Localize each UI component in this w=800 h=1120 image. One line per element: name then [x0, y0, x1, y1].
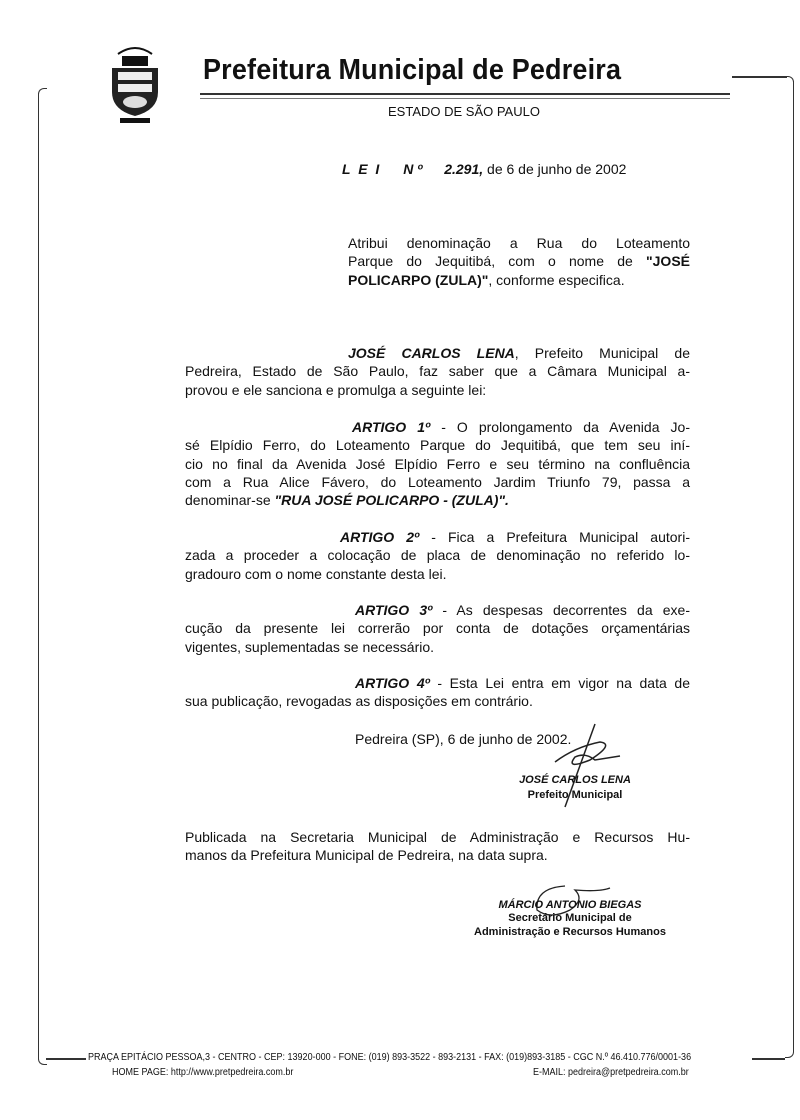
paragraph-4-line [185, 565, 690, 583]
signatory-name: MÁRCIO ANTONIO BIEGAS [498, 899, 642, 911]
paragraph-2-line [185, 362, 690, 380]
text-segment: - Fica a Prefeitura Municipal autori- [419, 529, 690, 545]
paragraph-5-line [185, 619, 690, 637]
signature-role-secretary-2: Administração e Recursos Humanos [474, 926, 666, 938]
text-segment: zada a proceder a colocação de placa de denominação no referido lo- [185, 547, 690, 564]
header-state: ESTADO DE SÃO PAULO [388, 104, 540, 119]
text-segment: "JOSÉ [646, 253, 690, 270]
signatory-name: JOSÉ CARLOS LENA [519, 774, 631, 786]
text-segment: Atribui denominação a Rua do Loteamento [348, 235, 690, 251]
text-segment: ARTIGO 4º [355, 675, 430, 691]
paragraph-3-line [185, 418, 690, 436]
paragraph-7-line [185, 828, 690, 846]
text-segment: manos da Prefeitura Municipal de Pedreira, na data supra. [185, 847, 548, 864]
header-title: Prefeitura Municipal de Pedreira [203, 54, 622, 86]
text-segment: ARTIGO 1º [352, 419, 431, 435]
text-segment: - Esta Lei entra em vigor na data de [429, 675, 690, 691]
title-underline [200, 93, 730, 95]
paragraph-3-line [185, 455, 690, 473]
footer-address: PRAÇA EPITÁCIO PESSOA,3 - CENTRO - CEP: 13920-000 - FONE: (019) 893-3522 - 893-2131 - FAX: (019)893-3185 - CGC N.º 46.410.776/0001-36 [88, 1052, 692, 1063]
text-segment: vigentes, suplementadas se necessário. [185, 638, 435, 655]
text-segment: ARTIGO 2º [340, 529, 420, 545]
law-date: de 6 de junho de 2002 [483, 161, 627, 177]
footer-email[interactable]: E-MAIL: pedreira@pretpedreira.com.br [533, 1067, 689, 1078]
paragraph-3-line [185, 473, 690, 491]
page-frame-right [785, 76, 794, 1058]
text-segment: com a Rua Alice Fávero, do Loteamento Jardim Triunfo 79, passa a [185, 473, 690, 490]
paragraph-3-line [185, 491, 690, 509]
paragraph-6-line [185, 674, 690, 692]
paragraph-1-line [348, 271, 690, 289]
text-segment: ARTIGO 3º [355, 602, 433, 618]
paragraph-1-line [348, 252, 690, 270]
text-segment: "RUA JOSÉ POLICARPO - (ZULA)". [274, 492, 509, 509]
footer-rule-left [46, 1058, 86, 1060]
text-segment: cução da presente lei correrão por conta de dotações orçamentárias [185, 620, 690, 637]
paragraph-7-line [185, 846, 690, 864]
text-segment: JOSÉ CARLOS LENA [348, 345, 515, 361]
text-segment: sua publicação, revogadas as disposições em contrário. [185, 693, 533, 710]
footer-homepage[interactable]: HOME PAGE: http://www.pretpedreira.com.br [112, 1067, 294, 1078]
paragraph-4-line [185, 528, 690, 546]
signature-name-mayor [470, 774, 680, 786]
text-segment: provou e ele sanciona e promulga a seguinte lei: [185, 381, 487, 398]
text-segment: Parque do Jequitibá, com o nome de [348, 253, 646, 270]
text-segment: , Prefeito Municipal de [514, 345, 690, 361]
law-heading [342, 161, 626, 177]
law-number: 2.291, [444, 161, 484, 177]
footer-rule-right [752, 1058, 785, 1060]
text-segment: POLICARPO (ZULA)" [348, 271, 489, 288]
text-segment: - As despesas decorrentes da exe- [432, 602, 690, 618]
paragraph-6-line [185, 692, 690, 710]
municipal-crest-logo [100, 40, 170, 125]
paragraph-5-line [185, 638, 690, 656]
signature-name-secretary [460, 899, 680, 911]
paragraph-3-line [185, 436, 690, 454]
text-segment: Publicada na Secretaria Municipal de Administração e Recursos Hu- [185, 829, 690, 845]
text-segment: cio no final da Avenida José Elpídio Ferro e seu término na confluência [185, 455, 690, 472]
title-underline-2 [200, 98, 730, 99]
signature-role-secretary: Secretário Municipal de [508, 912, 632, 924]
paragraph-4-line [185, 546, 690, 564]
closing-date: Pedreira (SP), 6 de junho de 2002. [355, 731, 572, 747]
page-frame-left [38, 88, 47, 1065]
text-segment: Pedreira, Estado de São Paulo, faz saber que a Câmara Municipal a- [185, 363, 690, 380]
text-segment: - O prolongamento da Avenida Jo- [430, 419, 690, 435]
paragraph-1-line [348, 234, 690, 252]
paragraph-5-line [185, 601, 690, 619]
paragraph-2-line [185, 344, 690, 362]
text-segment: , conforme especifica. [488, 271, 625, 288]
law-number-label: N º [403, 161, 423, 177]
paragraph-2-line [185, 381, 690, 399]
header-rule-right [732, 76, 787, 78]
text-segment: denominar-se [185, 492, 275, 509]
text-segment: gradouro com o nome constante desta lei. [185, 565, 447, 582]
law-label: L E I [342, 161, 382, 177]
signature-role-mayor: Prefeito Municipal [527, 789, 623, 801]
text-segment: sé Elpídio Ferro, do Loteamento Parque do Jequitibá, que tem seu iní- [185, 437, 690, 454]
